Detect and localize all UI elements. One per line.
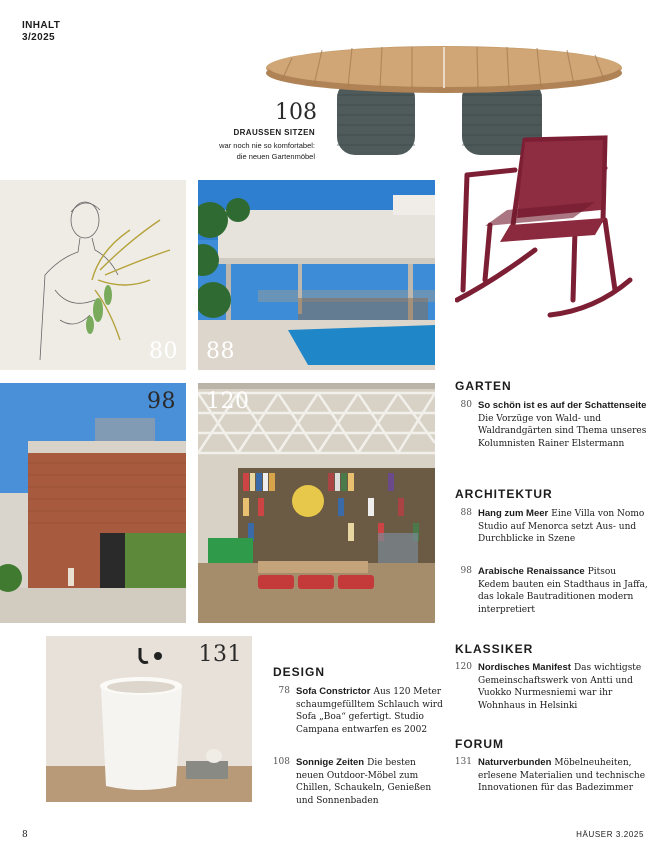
entry-page: 108 (272, 757, 290, 767)
entry-desc: Pitsou Kedem bauten ein Stadthaus in Jaffa, das lokale Bautraditionen modern interpretiert (478, 567, 648, 615)
entry-desc: Aus 120 Meter schaumgefülltem Schlauch wird Sofa „Boa“ gefertigt. Studio Campana entwarfen es 2002 (296, 687, 443, 735)
issue-number: 3/2025 (22, 32, 55, 43)
library-page-number: 120 (206, 389, 250, 414)
villa-pool-image[interactable] (198, 180, 435, 370)
entry-title: Arabische Renaissance (478, 566, 585, 577)
footer-page-number: 8 (22, 830, 28, 840)
rocking-chair-image[interactable] (455, 130, 635, 325)
entry-page: 98 (460, 566, 472, 576)
villa-page-number: 88 (206, 339, 235, 364)
basin-page-number: 131 (198, 642, 242, 667)
hero-page-number: 108 (275, 100, 317, 125)
entry-page: 120 (454, 662, 472, 672)
entry-title: Naturverbunden (478, 757, 552, 768)
section-heading-architektur: ARCHITEKTUR (455, 487, 553, 501)
entry-desc: Eine Villa von Nomo Studio auf Menorca setzt Aus- und Durchblicke in Szene (478, 509, 645, 544)
hero-title: DRAUSSEN SITZEN (233, 128, 315, 137)
entry-page: 131 (454, 757, 472, 767)
entry-desc: Die Vorzüge von Wald- und Waldrandgärten sind Thema unseres Kolumnisten Rainer Elstermann (478, 413, 647, 449)
entry-title: Sonnige Zeiten (296, 757, 365, 768)
entry-desc: Das wichtigste Gemeinschaftswerk von Antti und Vuokko Nurmesniemi war ihr Wohnhaus in Helsinki (478, 663, 642, 711)
entry-title: Hang zum Meer (478, 508, 549, 519)
footer-magazine-issue: HÄUSER 3.2025 (576, 830, 644, 839)
section-heading-forum: FORUM (455, 737, 504, 751)
wash-basin-image[interactable] (46, 636, 252, 802)
entry-page: 78 (278, 686, 290, 696)
entry-title: Sofa Constrictor (296, 686, 371, 697)
section-label: INHALT (22, 20, 61, 31)
sketch-page-number: 80 (149, 339, 178, 364)
entry-title: So schön ist es auf der Schattenseite (478, 400, 647, 411)
hero-caption-line-2: die neuen Gartenmöbel (236, 152, 315, 161)
hero-caption (150, 140, 315, 162)
hero-caption-line-1: war noch nie so komfortabel: (219, 141, 315, 150)
brick-page-number: 98 (147, 389, 176, 414)
section-heading-design: DESIGN (273, 665, 326, 679)
entry-desc: Die besten neuen Outdoor-Möbel zum Chillen, Schaukeln, Genießen und Sonnenbaden (296, 758, 432, 806)
section-heading-garten: GARTEN (455, 379, 512, 393)
brick-house-image[interactable] (0, 383, 186, 623)
issue-label (22, 20, 60, 44)
library-interior-image[interactable] (198, 383, 435, 623)
section-heading-klassiker: KLASSIKER (455, 642, 534, 656)
entry-title: Nordisches Manifest (478, 662, 571, 673)
entry-desc: Möbelneuheiten, erlesene Materialien und technische Innovationen für das Badezimmer (478, 758, 646, 793)
sketch-portrait-image[interactable] (0, 180, 186, 370)
entry-page: 80 (460, 400, 472, 410)
entry-page: 88 (460, 508, 472, 518)
